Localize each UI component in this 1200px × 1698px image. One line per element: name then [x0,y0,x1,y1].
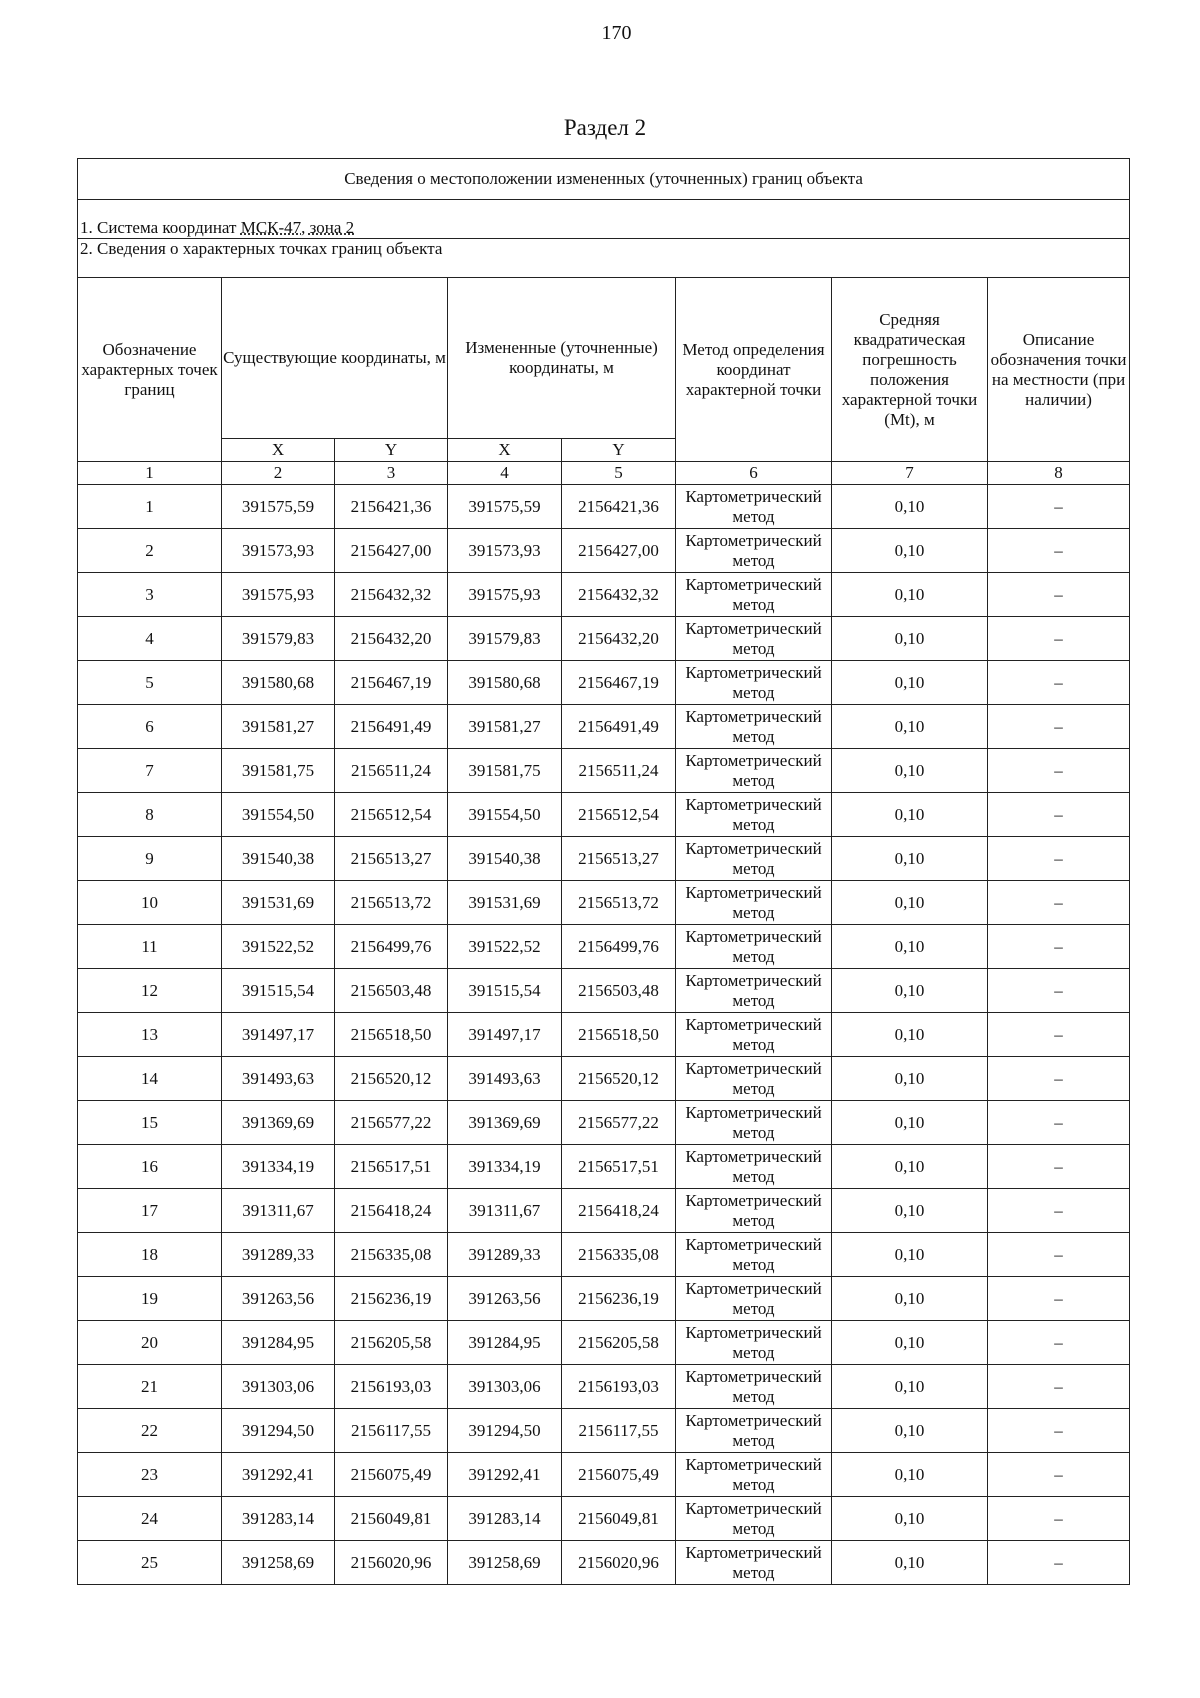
description-cell: – [988,573,1130,617]
mean-error-cell: 0,10 [832,793,988,837]
point-id-cell: 4 [78,617,222,661]
existing-y-cell: 2156418,24 [335,1189,448,1233]
changed-x-cell: 391522,52 [448,925,562,969]
method-cell: Картометрический метод [676,661,832,705]
changed-y-cell: 2156513,27 [562,837,676,881]
changed-y-cell: 2156075,49 [562,1453,676,1497]
coordinate-system [78,200,1130,239]
coordinate-system-label: 1. Система координат [80,218,237,237]
existing-x-cell: 391581,75 [222,749,335,793]
existing-x-cell: 391303,06 [222,1365,335,1409]
existing-x-cell: 391263,56 [222,1277,335,1321]
changed-x-cell: 391573,93 [448,529,562,573]
method-cell: Картометрический метод [676,881,832,925]
description-cell: – [988,1321,1130,1365]
description-cell: – [988,1057,1130,1101]
point-id-cell: 5 [78,661,222,705]
existing-x-cell: 391311,67 [222,1189,335,1233]
coordinate-system-value: МСК-47, зона 2 [240,218,355,237]
mean-error-cell: 0,10 [832,1321,988,1365]
changed-y-cell: 2156205,58 [562,1321,676,1365]
table-row [78,837,1130,881]
header-description: Описание обозначения точки на местности (при наличии) [988,278,1130,462]
existing-x-cell: 391289,33 [222,1233,335,1277]
existing-x-cell: 391522,52 [222,925,335,969]
table-row [78,881,1130,925]
existing-y-cell: 2156075,49 [335,1453,448,1497]
mean-error-cell: 0,10 [832,1541,988,1585]
mean-error-cell: 0,10 [832,705,988,749]
existing-y-cell: 2156577,22 [335,1101,448,1145]
existing-x-cell: 391575,59 [222,485,335,529]
table-row [78,617,1130,661]
header-method: Метод определения координат характерной точки [676,278,832,462]
changed-y-cell: 2156049,81 [562,1497,676,1541]
method-cell: Картометрический метод [676,1453,832,1497]
description-cell: – [988,1013,1130,1057]
changed-x-cell: 391575,59 [448,485,562,529]
existing-y-cell: 2156020,96 [335,1541,448,1585]
description-cell: – [988,485,1130,529]
column-number: 2 [222,462,335,485]
table-row [78,793,1130,837]
mean-error-cell: 0,10 [832,529,988,573]
changed-x-cell: 391334,19 [448,1145,562,1189]
column-numbers-row [78,462,1130,485]
changed-y-cell: 2156511,24 [562,749,676,793]
existing-x-cell: 391334,19 [222,1145,335,1189]
table-row [78,969,1130,1013]
header-mean-error: Средняя квадратическая погрешность положения характерной точки (Мt), м [832,278,988,462]
mean-error-cell: 0,10 [832,1013,988,1057]
changed-x-cell: 391263,56 [448,1277,562,1321]
description-cell: – [988,925,1130,969]
description-cell: – [988,1277,1130,1321]
mean-error-cell: 0,10 [832,1497,988,1541]
header-existing-y: Y [335,439,448,462]
header-point-designation: Обозначение характерных точек границ [78,278,222,462]
point-id-cell: 23 [78,1453,222,1497]
existing-y-cell: 2156421,36 [335,485,448,529]
existing-y-cell: 2156205,58 [335,1321,448,1365]
table-title: Сведения о местоположении измененных (уточненных) границ объекта [78,159,1130,200]
changed-x-cell: 391554,50 [448,793,562,837]
changed-y-cell: 2156020,96 [562,1541,676,1585]
point-id-cell: 19 [78,1277,222,1321]
point-id-cell: 12 [78,969,222,1013]
point-id-cell: 17 [78,1189,222,1233]
column-number: 6 [676,462,832,485]
changed-y-cell: 2156421,36 [562,485,676,529]
method-cell: Картометрический метод [676,1277,832,1321]
changed-x-cell: 391540,38 [448,837,562,881]
existing-x-cell: 391579,83 [222,617,335,661]
method-cell: Картометрический метод [676,485,832,529]
table-row [78,573,1130,617]
table-row [78,1057,1130,1101]
changed-x-cell: 391575,93 [448,573,562,617]
changed-x-cell: 391294,50 [448,1409,562,1453]
point-id-cell: 7 [78,749,222,793]
table-row [78,1541,1130,1585]
changed-x-cell: 391493,63 [448,1057,562,1101]
mean-error-cell: 0,10 [832,1057,988,1101]
page-number: 170 [601,22,632,44]
existing-x-cell: 391292,41 [222,1453,335,1497]
changed-x-cell: 391284,95 [448,1321,562,1365]
description-cell: – [988,749,1130,793]
method-cell: Картометрический метод [676,1145,832,1189]
changed-y-cell: 2156520,12 [562,1057,676,1101]
existing-y-cell: 2156467,19 [335,661,448,705]
mean-error-cell: 0,10 [832,1365,988,1409]
changed-x-cell: 391283,14 [448,1497,562,1541]
table-row [78,1101,1130,1145]
existing-y-cell: 2156520,12 [335,1057,448,1101]
changed-x-cell: 391289,33 [448,1233,562,1277]
description-cell: – [988,705,1130,749]
existing-x-cell: 391283,14 [222,1497,335,1541]
changed-x-cell: 391579,83 [448,617,562,661]
existing-x-cell: 391369,69 [222,1101,335,1145]
changed-y-cell: 2156577,22 [562,1101,676,1145]
method-cell: Картометрический метод [676,1101,832,1145]
table-row [78,925,1130,969]
description-cell: – [988,1101,1130,1145]
mean-error-cell: 0,10 [832,617,988,661]
mean-error-cell: 0,10 [832,1233,988,1277]
header-changed-coordinates: Измененные (уточненные) координаты, м [448,278,676,439]
header-changed-x: X [448,439,562,462]
point-id-cell: 3 [78,573,222,617]
existing-y-cell: 2156236,19 [335,1277,448,1321]
changed-x-cell: 391580,68 [448,661,562,705]
table-row [78,1453,1130,1497]
method-cell: Картометрический метод [676,617,832,661]
point-id-cell: 21 [78,1365,222,1409]
existing-y-cell: 2156513,27 [335,837,448,881]
column-number: 5 [562,462,676,485]
changed-y-cell: 2156503,48 [562,969,676,1013]
table-row [78,705,1130,749]
description-cell: – [988,529,1130,573]
method-cell: Картометрический метод [676,573,832,617]
description-cell: – [988,1145,1130,1189]
table-row [78,1277,1130,1321]
changed-x-cell: 391292,41 [448,1453,562,1497]
mean-error-cell: 0,10 [832,1101,988,1145]
table-row [78,529,1130,573]
column-number: 7 [832,462,988,485]
mean-error-cell: 0,10 [832,573,988,617]
changed-x-cell: 391311,67 [448,1189,562,1233]
point-id-cell: 22 [78,1409,222,1453]
mean-error-cell: 0,10 [832,1145,988,1189]
point-id-cell: 25 [78,1541,222,1585]
existing-y-cell: 2156432,32 [335,573,448,617]
description-cell: – [988,1409,1130,1453]
point-id-cell: 6 [78,705,222,749]
description-cell: – [988,1365,1130,1409]
header-changed-y: Y [562,439,676,462]
mean-error-cell: 0,10 [832,925,988,969]
mean-error-cell: 0,10 [832,661,988,705]
mean-error-cell: 0,10 [832,485,988,529]
column-number: 8 [988,462,1130,485]
changed-y-cell: 2156518,50 [562,1013,676,1057]
changed-y-cell: 2156236,19 [562,1277,676,1321]
changed-y-cell: 2156467,19 [562,661,676,705]
changed-x-cell: 391497,17 [448,1013,562,1057]
existing-x-cell: 391580,68 [222,661,335,705]
description-cell: – [988,793,1130,837]
existing-y-cell: 2156518,50 [335,1013,448,1057]
table-row [78,1233,1130,1277]
existing-x-cell: 391258,69 [222,1541,335,1585]
method-cell: Картометрический метод [676,837,832,881]
existing-y-cell: 2156491,49 [335,705,448,749]
method-cell: Картометрический метод [676,1013,832,1057]
existing-y-cell: 2156117,55 [335,1409,448,1453]
existing-y-cell: 2156517,51 [335,1145,448,1189]
description-cell: – [988,661,1130,705]
existing-y-cell: 2156511,24 [335,749,448,793]
changed-y-cell: 2156427,00 [562,529,676,573]
changed-y-cell: 2156432,32 [562,573,676,617]
existing-x-cell: 391497,17 [222,1013,335,1057]
changed-y-cell: 2156517,51 [562,1145,676,1189]
existing-x-cell: 391581,27 [222,705,335,749]
mean-error-cell: 0,10 [832,881,988,925]
table-row [78,661,1130,705]
method-cell: Картометрический метод [676,1321,832,1365]
changed-x-cell: 391258,69 [448,1541,562,1585]
mean-error-cell: 0,10 [832,1453,988,1497]
point-id-cell: 9 [78,837,222,881]
table-row [78,1409,1130,1453]
existing-y-cell: 2156499,76 [335,925,448,969]
table-row [78,749,1130,793]
method-cell: Картометрический метод [676,1409,832,1453]
method-cell: Картометрический метод [676,793,832,837]
point-id-cell: 11 [78,925,222,969]
existing-x-cell: 391575,93 [222,573,335,617]
changed-y-cell: 2156432,20 [562,617,676,661]
method-cell: Картометрический метод [676,1233,832,1277]
description-cell: – [988,837,1130,881]
description-cell: – [988,1453,1130,1497]
description-cell: – [988,617,1130,661]
point-id-cell: 18 [78,1233,222,1277]
section-title: Раздел 2 [563,115,647,140]
existing-x-cell: 391515,54 [222,969,335,1013]
changed-y-cell: 2156491,49 [562,705,676,749]
method-cell: Картометрический метод [676,1057,832,1101]
changed-y-cell: 2156512,54 [562,793,676,837]
point-id-cell: 10 [78,881,222,925]
changed-x-cell: 391531,69 [448,881,562,925]
changed-x-cell: 391581,27 [448,705,562,749]
description-cell: – [988,881,1130,925]
existing-x-cell: 391573,93 [222,529,335,573]
existing-y-cell: 2156512,54 [335,793,448,837]
method-cell: Картометрический метод [676,705,832,749]
table-row [78,1013,1130,1057]
existing-x-cell: 391554,50 [222,793,335,837]
existing-x-cell: 391284,95 [222,1321,335,1365]
mean-error-cell: 0,10 [832,1409,988,1453]
table-row [78,1189,1130,1233]
existing-x-cell: 391531,69 [222,881,335,925]
existing-x-cell: 391540,38 [222,837,335,881]
column-number: 1 [78,462,222,485]
description-cell: – [988,969,1130,1013]
column-number: 3 [335,462,448,485]
description-cell: – [988,1189,1130,1233]
description-cell: – [988,1233,1130,1277]
boundary-points-table [77,158,1130,1585]
existing-y-cell: 2156427,00 [335,529,448,573]
table-row [78,1321,1130,1365]
method-cell: Картометрический метод [676,1497,832,1541]
mean-error-cell: 0,10 [832,1189,988,1233]
point-id-cell: 15 [78,1101,222,1145]
changed-y-cell: 2156117,55 [562,1409,676,1453]
method-cell: Картометрический метод [676,1541,832,1585]
mean-error-cell: 0,10 [832,969,988,1013]
point-id-cell: 20 [78,1321,222,1365]
changed-x-cell: 391369,69 [448,1101,562,1145]
method-cell: Картометрический метод [676,1189,832,1233]
existing-y-cell: 2156513,72 [335,881,448,925]
mean-error-cell: 0,10 [832,749,988,793]
existing-y-cell: 2156432,20 [335,617,448,661]
point-id-cell: 16 [78,1145,222,1189]
mean-error-cell: 0,10 [832,1277,988,1321]
changed-x-cell: 391515,54 [448,969,562,1013]
header-existing-coordinates: Существующие координаты, м [222,278,448,439]
method-cell: Картометрический метод [676,529,832,573]
table-row [78,485,1130,529]
header-existing-x: X [222,439,335,462]
method-cell: Картометрический метод [676,1365,832,1409]
changed-y-cell: 2156193,03 [562,1365,676,1409]
changed-x-cell: 391581,75 [448,749,562,793]
existing-y-cell: 2156193,03 [335,1365,448,1409]
existing-x-cell: 391294,50 [222,1409,335,1453]
column-number: 4 [448,462,562,485]
changed-y-cell: 2156499,76 [562,925,676,969]
method-cell: Картометрический метод [676,925,832,969]
mean-error-cell: 0,10 [832,837,988,881]
point-id-cell: 2 [78,529,222,573]
existing-y-cell: 2156049,81 [335,1497,448,1541]
points-info-label: 2. Сведения о характерных точках границ объекта [78,239,1130,278]
existing-y-cell: 2156503,48 [335,969,448,1013]
point-id-cell: 14 [78,1057,222,1101]
description-cell: – [988,1541,1130,1585]
existing-x-cell: 391493,63 [222,1057,335,1101]
point-id-cell: 8 [78,793,222,837]
method-cell: Картометрический метод [676,749,832,793]
changed-y-cell: 2156418,24 [562,1189,676,1233]
table-row [78,1497,1130,1541]
changed-y-cell: 2156335,08 [562,1233,676,1277]
existing-y-cell: 2156335,08 [335,1233,448,1277]
description-cell: – [988,1497,1130,1541]
changed-y-cell: 2156513,72 [562,881,676,925]
point-id-cell: 1 [78,485,222,529]
method-cell: Картометрический метод [676,969,832,1013]
table-row [78,1145,1130,1189]
point-id-cell: 24 [78,1497,222,1541]
table-row [78,1365,1130,1409]
changed-x-cell: 391303,06 [448,1365,562,1409]
point-id-cell: 13 [78,1013,222,1057]
